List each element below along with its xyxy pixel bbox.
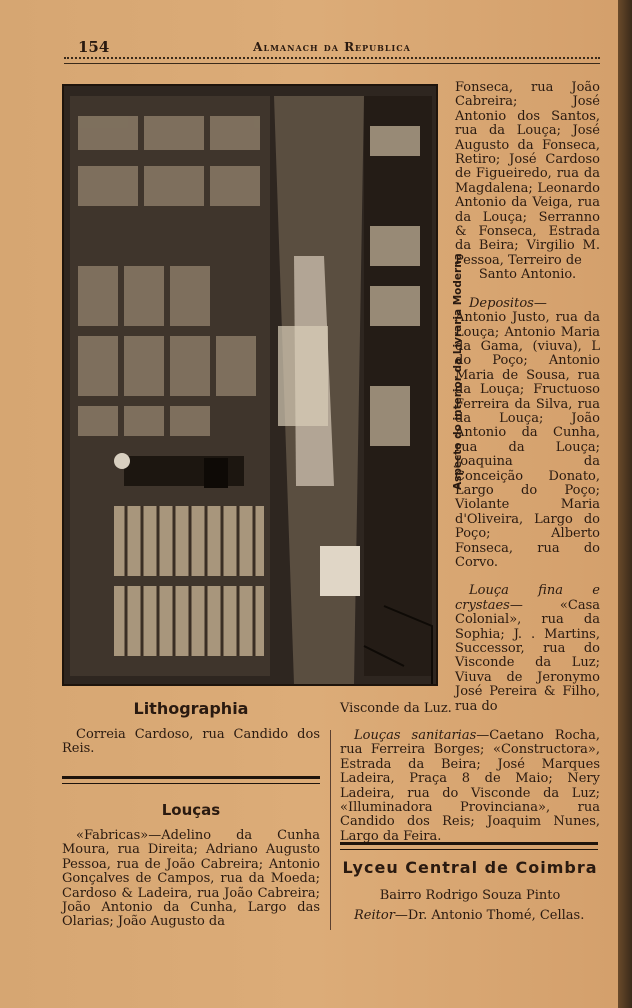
lyceu-subtitle: Bairro Rodrigo Souza Pinto	[379, 888, 561, 903]
loucas-heading: Louças	[161, 801, 221, 819]
running-title: Almanach da Republica	[253, 40, 411, 54]
lyceu-details	[340, 886, 600, 926]
lithographia-text	[62, 728, 320, 757]
louca-fina-label: Louça fina e crystaes	[455, 583, 600, 613]
header-rule	[64, 57, 600, 64]
page-number: 154	[78, 38, 110, 56]
loucas-sanitarias-label: Louças sanitarias	[354, 728, 477, 743]
section-rule	[62, 776, 320, 784]
right-top-paragraph: Fonseca, rua João Cabreira; José Antonio dos Santos, rua da Louça; José Augusto da Fonseca, Retiro; José Cardoso de Figueiredo, rua da Magdalena; Leonardo Antonio da Veiga, rua da Louça; Serranno & Fonseca, Estrada da Beira; Virgilio M. Pessoa, Terreiro de	[455, 80, 600, 268]
column-divider	[330, 730, 331, 930]
loucas-text	[62, 829, 320, 930]
louca-fina-paragraph	[455, 584, 600, 714]
depositos-label: Depositos	[469, 295, 534, 311]
louca-fina-end: Visconde da Luz.	[340, 701, 452, 716]
loucas-sanitarias	[340, 729, 600, 844]
depositos-text: — Antonio Justo, rua da Louça; Antonio Maria da Gama, (viuva), L do Poço; Antonio Maria de Sousa, rua da Louça; Fructuoso Ferreira da Silva, rua da Louça; João Antonio da Cunha, rua da Louça; Joaquina da Conceição Donato, Largo do Poço; Violante Maria d'Oliveira, Largo do Poço; Alberto Fonseca, rua do Corvo.	[455, 295, 600, 570]
lithographia-entry: Correia Cardoso, rua Candido dos Reis.	[62, 727, 320, 757]
right-column	[455, 81, 600, 714]
loucas-entry: «Fabricas»—Adelino da Cunha Moura, rua Direita; Adriano Augusto Pessoa, rua de João Cabreira; Antonio Gonçalves de Campos, rua da Moeda; Cardoso & Ladeira, rua João Cabreira; João Antonio da Cunha, Largo das Olarias; João Augusto da	[62, 828, 320, 930]
photo-caption: Aspecto do interior da Livraria Moderna	[452, 253, 464, 490]
reitor-label: Reitor	[354, 908, 395, 923]
loucas-sanitarias-entry	[340, 729, 600, 844]
louca-fina-text: — «Casa Colonial», rua da Sophia; J. . Martins, Successor, rua do Visconde da Luz; Viuva de Jeronymo José Pereira & Filho, rua do	[455, 597, 600, 714]
loucas-sanitarias-text: —Caetano Rocha, rua Ferreira Borges; «Constructora», Estrada da Beira; José Marques Ladeira, Praça 8 de Maio; Nery Ladeira, rua do Visconde da Luz; «Illuminadora Provinciana», rua Candido dos Reis; Joaquim Nunes, Largo da Feira.	[340, 728, 600, 844]
reitor-text: —Dr. Antonio Thomé, Cellas.	[394, 908, 585, 923]
section-rule-right	[340, 842, 598, 850]
lyceu-reitor	[340, 906, 600, 926]
bookshop-photo	[62, 84, 438, 686]
right-top-paragraph-end: Santo Antonio.	[478, 267, 577, 283]
depositos-paragraph	[455, 297, 600, 571]
photo-illustration	[64, 86, 436, 684]
page-edge	[618, 0, 632, 1008]
lithographia-heading: Lithographia	[133, 699, 249, 718]
page-header	[62, 36, 602, 58]
lyceu-heading: Lyceu Central de Coimbra	[342, 858, 598, 877]
